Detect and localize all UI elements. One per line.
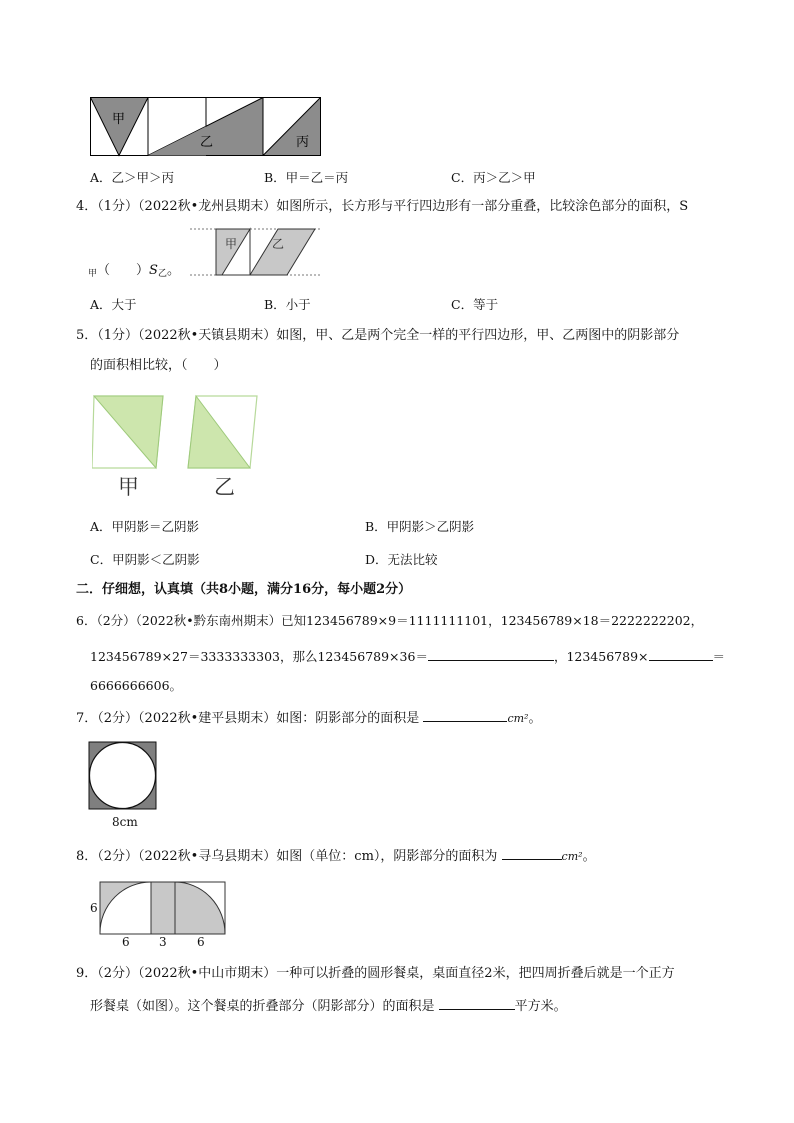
q5-option-c: C．甲阴影＜乙阴影: [90, 552, 200, 567]
q4-option-c: C．等于: [451, 297, 499, 312]
q8-dim-left: 6: [122, 935, 130, 949]
q5-stem-2: 的面积相比较，（ ）: [90, 358, 227, 373]
q8-stem-line: [76, 845, 596, 866]
q7-circle: [90, 743, 156, 809]
q8-end: 。: [582, 849, 596, 864]
q7-unit: cm²: [507, 712, 529, 725]
q5-stem-1: 5．（1分）（2022秋•天镇县期末）如图，甲、乙是两个完全一样的平行四边形，甲、乙两图中的阴影部分: [76, 328, 680, 343]
q6-blank-2[interactable]: [649, 646, 713, 661]
q8-dim-height: 6: [90, 901, 98, 915]
q4-s-yi: S: [149, 263, 158, 278]
q4-stem: 4．（1分）（2022秋•龙州县期末）如图所示，长方形与平行四边形有一部分重叠，比较涂色部分的面积，S: [76, 199, 689, 214]
q4-label-yi: 乙: [272, 237, 285, 251]
q5-option-a: A．甲阴影＝乙阴影: [90, 519, 200, 534]
q8-figure: [88, 878, 230, 950]
q5-option-d: D．无法比较: [365, 552, 438, 567]
q3-figure: [90, 97, 322, 157]
q6-line-3: 6666666606。: [90, 678, 183, 693]
q5-figure: [92, 393, 262, 499]
q8-blank[interactable]: [502, 845, 562, 860]
q6-line-2a: 123456789×27＝3333333303，那么123456789×36＝: [90, 649, 428, 664]
q6-line-2c: ＝: [712, 649, 726, 664]
q4-figure: [190, 226, 322, 278]
q7-figure: [88, 741, 160, 831]
q7-stem: 7．（2分）（2022秋•建平县期末）如图：阴影部分的面积是: [76, 711, 424, 726]
q4-parallelogram: [250, 229, 315, 275]
q8-unit: cm²: [561, 850, 583, 863]
q3-option-c: C．丙＞乙＞甲: [451, 170, 536, 185]
q6-line-1: 6．（2分）（2022秋•黔东南州期末）已知123456789×9＝1111111101，123456789×18＝2222222202，: [76, 613, 704, 628]
q4-stem-tail: [88, 262, 180, 283]
q9-line-2b: 平方米。: [514, 999, 567, 1014]
q3-label-yi: 乙: [200, 135, 214, 150]
q4-sub-jia: 甲: [88, 269, 98, 279]
q6-line-2: [90, 646, 725, 666]
q4-option-a: A．大于: [90, 297, 137, 312]
q5-option-b: B．甲阴影＞乙阴影: [365, 519, 475, 534]
q3-option-b: B．甲＝乙＝丙: [264, 170, 349, 185]
q3-label-jia: 甲: [112, 112, 126, 127]
section-2-title: 二．仔细想，认真填（共8小题，满分16分，每小题2分）: [76, 582, 412, 597]
q9-blank[interactable]: [439, 995, 515, 1010]
q4-paren: （ ）: [97, 263, 150, 278]
q7-label-8cm: 8cm: [112, 815, 138, 829]
q4-end: 。: [166, 263, 180, 278]
q3-label-bing: 丙: [296, 135, 310, 150]
q7-blank[interactable]: [423, 707, 507, 722]
q7-end: 。: [528, 711, 542, 726]
q4-sub-yi: 乙: [157, 269, 167, 279]
q5-label-yi: 乙: [214, 475, 235, 499]
q4-label-jia: 甲: [225, 237, 238, 251]
q8-dim-middle: 3: [159, 935, 167, 949]
q8-stem: 8．（2分）（2022秋•寻乌县期末）如图（单位：cm），阴影部分的面积为: [76, 849, 502, 864]
q9-line-1: 9．（2分）（2022秋•中山市期末）一种可以折叠的圆形餐桌，桌面直径2米，把四周折叠后就是一个正方: [76, 966, 675, 981]
q7-stem-line: [76, 707, 541, 728]
q9-line-2a: 形餐桌（如图）。这个餐桌的折叠部分（阴影部分）的面积是: [90, 999, 439, 1014]
q9-line-2: [90, 995, 567, 1016]
q3-option-a: A．乙＞甲＞丙: [90, 170, 175, 185]
q8-middle-strip: [151, 882, 175, 934]
q6-blank-1[interactable]: [428, 646, 554, 661]
q5-label-jia: 甲: [118, 475, 139, 499]
q8-dim-right: 6: [197, 935, 205, 949]
q6-line-2b: ，123456789×: [553, 649, 649, 664]
q4-option-b: B．小于: [264, 297, 311, 312]
